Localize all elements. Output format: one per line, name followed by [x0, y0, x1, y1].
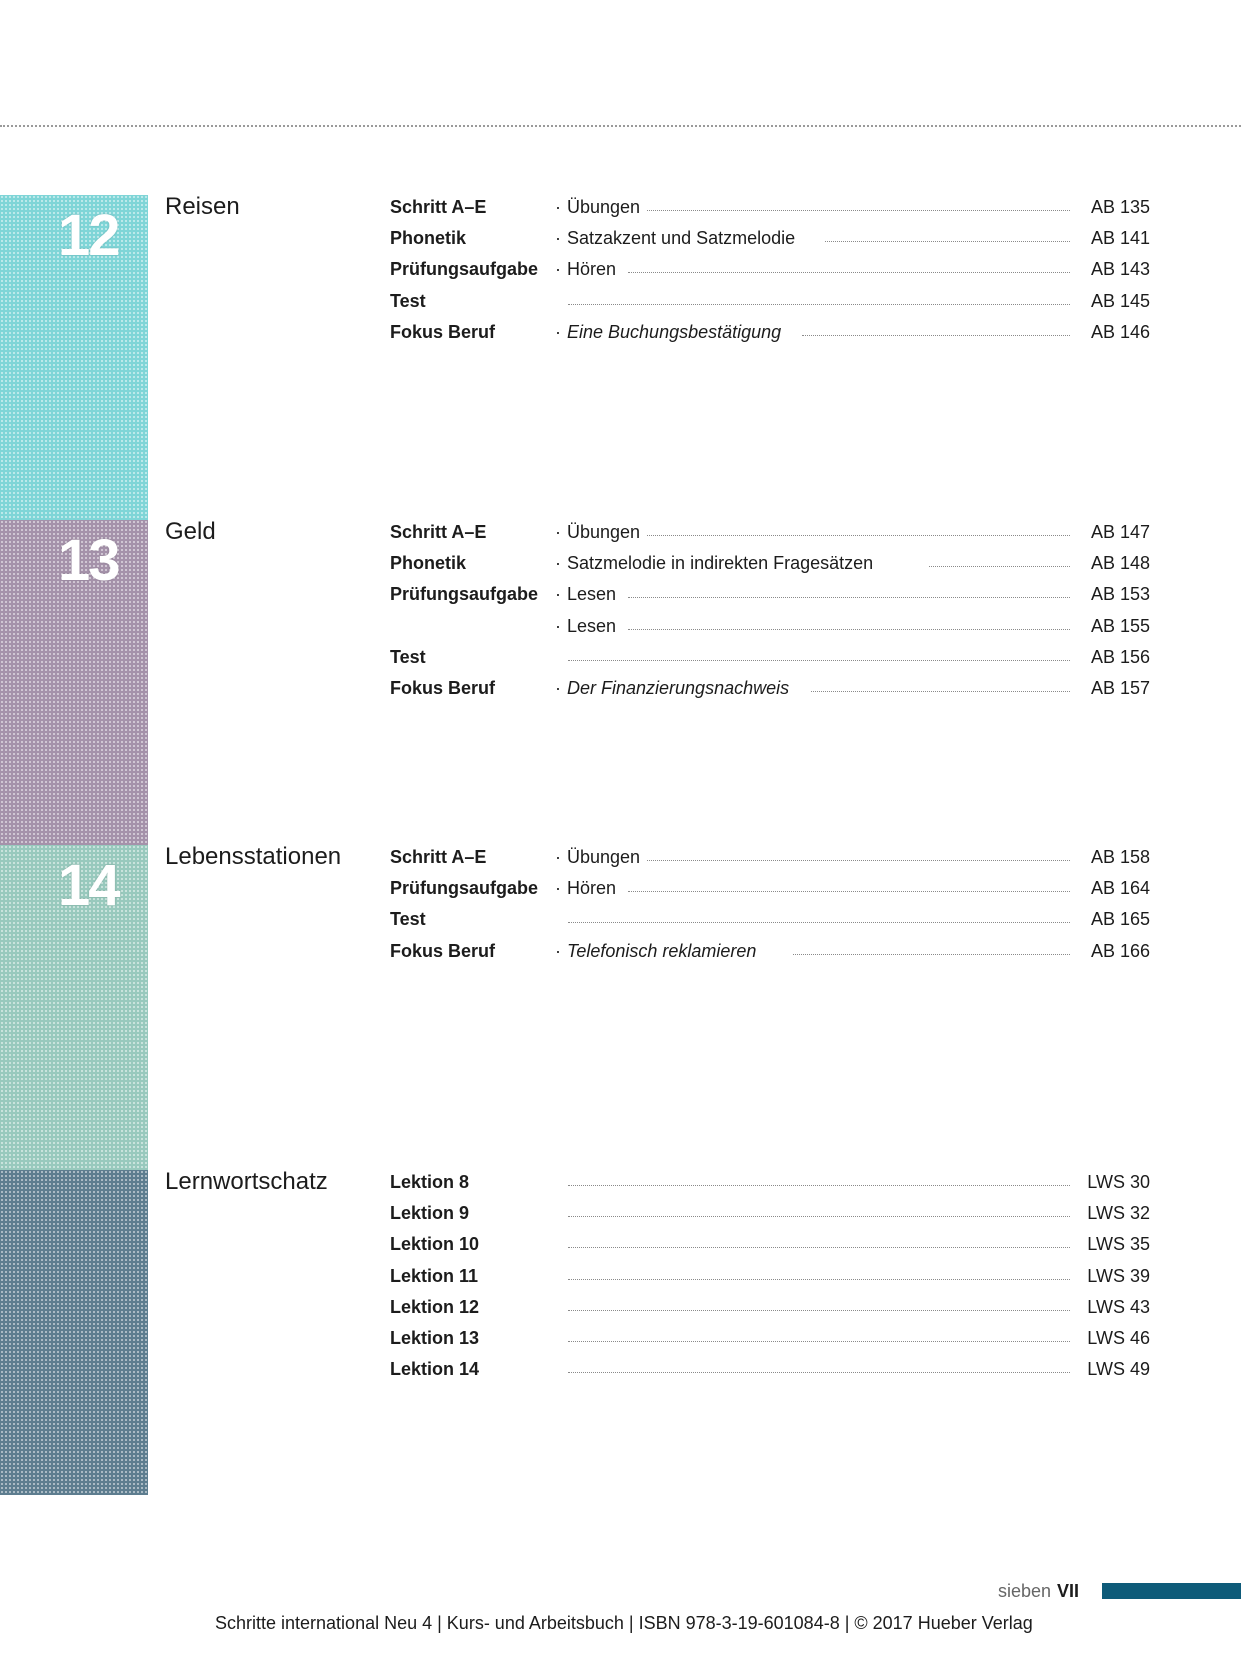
toc-row	[390, 585, 1150, 616]
dotted-leader	[811, 691, 1070, 692]
bullet-icon: ·	[555, 553, 561, 574]
toc-page-ref: AB 157	[1090, 677, 1150, 698]
toc-page-ref: AB 165	[1090, 909, 1150, 930]
toc-row	[390, 1298, 1150, 1329]
footer-credit: Schritte international Neu 4 | Kurs- und Arbeitsbuch | ISBN 978-3-19-601084-8 | © 2017 Hueber Verlag	[215, 1613, 1033, 1633]
toc-category: Lektion 9	[390, 1203, 470, 1224]
dotted-leader	[568, 304, 1070, 305]
dotted-leader	[793, 954, 1070, 955]
toc-page-ref: AB 143	[1090, 259, 1150, 280]
toc-page-ref: AB 146	[1090, 321, 1150, 342]
toc-row	[390, 942, 1150, 973]
unit-color-block	[0, 1170, 148, 1495]
toc-item-text: Eine Buchungsbestätigung	[567, 321, 782, 342]
toc-page-ref: AB 166	[1090, 940, 1150, 961]
unit-rows	[390, 198, 1150, 354]
toc-item-text: Der Finanzierungsnachweis	[567, 677, 790, 698]
dotted-leader	[647, 210, 1070, 211]
dotted-leader	[568, 1247, 1070, 1248]
unit-number: 14	[58, 853, 119, 918]
toc-item	[555, 617, 616, 635]
dotted-leader	[647, 535, 1070, 536]
dotted-leader	[568, 1216, 1070, 1217]
toc-category: Fokus Beruf	[390, 677, 496, 698]
toc-page-ref: LWS 49	[1087, 1359, 1150, 1380]
toc-category: Test	[390, 290, 426, 311]
toc-item-text: Lesen	[567, 615, 617, 636]
dotted-leader	[825, 241, 1070, 242]
toc-category: Schritt A–E	[390, 847, 487, 867]
dotted-leader	[628, 891, 1070, 892]
toc-item-text: Lesen	[567, 584, 617, 605]
toc-category: Test	[390, 909, 426, 930]
toc-item	[555, 585, 616, 603]
toc-item	[555, 879, 616, 897]
toc-category: Lektion 11	[390, 1265, 479, 1286]
dotted-leader	[647, 860, 1070, 861]
toc-category: Lektion 13	[390, 1327, 480, 1348]
bullet-icon: ·	[555, 878, 561, 899]
page-number	[998, 1581, 1079, 1602]
toc-page-ref: AB 158	[1090, 847, 1150, 867]
toc-page-ref: AB 155	[1090, 615, 1150, 636]
toc-row	[390, 848, 1150, 879]
bullet-icon: ·	[555, 259, 561, 280]
unit-color-block	[0, 520, 148, 845]
toc-item-text: Übungen	[567, 197, 641, 217]
toc-category: Prüfungsaufgabe	[390, 878, 539, 899]
bullet-icon: ·	[555, 940, 561, 961]
toc-item	[555, 229, 795, 247]
unit-section	[0, 195, 1241, 520]
toc-item-text: Telefonisch reklamieren	[567, 940, 757, 961]
dotted-leader	[568, 1279, 1070, 1280]
toc-page-ref: LWS 30	[1087, 1172, 1150, 1192]
toc-item	[555, 554, 873, 572]
toc-page-ref: LWS 46	[1087, 1327, 1150, 1348]
toc-category: Phonetik	[390, 553, 467, 574]
dotted-leader	[568, 1372, 1070, 1373]
toc-row	[390, 292, 1150, 323]
dotted-leader	[568, 922, 1070, 923]
dotted-leader	[628, 597, 1070, 598]
toc-row	[390, 323, 1150, 354]
toc-item	[555, 942, 756, 960]
toc-row	[390, 617, 1150, 648]
toc-category: Prüfungsaufgabe	[390, 259, 539, 280]
toc-category: Fokus Beruf	[390, 940, 496, 961]
unit-color-block	[0, 845, 148, 1170]
unit-rows	[390, 1173, 1150, 1391]
footer-accent-bar	[1102, 1583, 1241, 1599]
toc-page-ref: AB 147	[1090, 522, 1150, 542]
toc-item	[555, 323, 781, 341]
dotted-leader	[929, 566, 1070, 567]
toc-row	[390, 679, 1150, 710]
toc-item	[555, 260, 616, 278]
toc-row	[390, 198, 1150, 229]
dotted-leader	[802, 335, 1070, 336]
dotted-leader	[568, 1310, 1070, 1311]
toc-category: Lektion 14	[390, 1359, 480, 1380]
toc-page-ref: AB 156	[1090, 646, 1150, 667]
dotted-leader	[568, 1341, 1070, 1342]
unit-number: 13	[58, 528, 119, 593]
toc-category: Phonetik	[390, 228, 467, 249]
toc-item	[555, 679, 789, 697]
unit-title: Reisen	[165, 193, 240, 220]
toc-row	[390, 554, 1150, 585]
toc-row	[390, 648, 1150, 679]
bullet-icon: ·	[555, 197, 561, 217]
toc-category: Test	[390, 646, 426, 667]
toc-item	[555, 848, 640, 866]
dotted-leader	[568, 1185, 1070, 1186]
toc-row	[390, 1329, 1150, 1360]
toc-category: Lektion 10	[390, 1234, 480, 1255]
bullet-icon: ·	[555, 522, 561, 542]
toc-row	[390, 1267, 1150, 1298]
toc-page-ref: AB 145	[1090, 290, 1150, 311]
dotted-leader	[628, 629, 1070, 630]
toc-item	[555, 523, 640, 541]
bullet-icon: ·	[555, 615, 561, 636]
top-dotted-rule	[0, 125, 1241, 127]
page-word: sieben	[998, 1581, 1052, 1601]
toc-item-text: Satzmelodie in indirekten Fragesätzen	[567, 553, 874, 574]
toc-category: Fokus Beruf	[390, 321, 496, 342]
toc-page-ref: AB 153	[1090, 584, 1150, 605]
unit-section	[0, 845, 1241, 1170]
page-roman: VII	[1057, 1581, 1080, 1601]
toc-page-ref: AB 164	[1090, 878, 1150, 899]
unit-rows	[390, 523, 1150, 710]
bullet-icon: ·	[555, 321, 561, 342]
toc-item-text: Hören	[567, 259, 617, 280]
unit-color-block	[0, 195, 148, 520]
toc-row	[390, 879, 1150, 910]
dotted-leader	[628, 272, 1070, 273]
unit-title: Lernwortschatz	[165, 1168, 328, 1195]
unit-rows	[390, 848, 1150, 973]
toc-category: Schritt A–E	[390, 197, 487, 217]
bullet-icon: ·	[555, 228, 561, 249]
toc-category: Schritt A–E	[390, 522, 487, 542]
toc-category: Prüfungsaufgabe	[390, 584, 539, 605]
toc-row	[390, 910, 1150, 941]
toc-item-text: Übungen	[567, 847, 641, 867]
toc-page-ref: AB 148	[1090, 553, 1150, 574]
unit-section	[0, 520, 1241, 845]
toc-page-ref: LWS 39	[1087, 1265, 1150, 1286]
bullet-icon: ·	[555, 677, 561, 698]
toc-page-ref: AB 141	[1090, 228, 1150, 249]
toc-page-ref: LWS 35	[1087, 1234, 1150, 1255]
bullet-icon: ·	[555, 584, 561, 605]
bullet-icon: ·	[555, 847, 561, 867]
toc-row	[390, 229, 1150, 260]
toc-item	[555, 198, 640, 216]
toc-page-ref: LWS 43	[1087, 1296, 1150, 1317]
toc-row	[390, 1173, 1150, 1204]
toc-category: Lektion 12	[390, 1296, 480, 1317]
toc-page-ref: LWS 32	[1087, 1203, 1150, 1224]
unit-title: Geld	[165, 518, 216, 545]
toc-item-text: Übungen	[567, 522, 641, 542]
unit-title: Lebensstationen	[165, 843, 342, 870]
toc-row	[390, 1360, 1150, 1391]
toc-row	[390, 1235, 1150, 1266]
toc-page-ref: AB 135	[1090, 197, 1150, 217]
toc-row	[390, 260, 1150, 291]
unit-section	[0, 1170, 1241, 1495]
toc-row	[390, 1204, 1150, 1235]
unit-number: 12	[58, 203, 119, 268]
toc-category: Lektion 8	[390, 1172, 470, 1192]
toc-item-text: Satzakzent und Satzmelodie	[567, 228, 796, 249]
toc-row	[390, 523, 1150, 554]
dotted-leader	[568, 660, 1070, 661]
toc-item-text: Hören	[567, 878, 617, 899]
